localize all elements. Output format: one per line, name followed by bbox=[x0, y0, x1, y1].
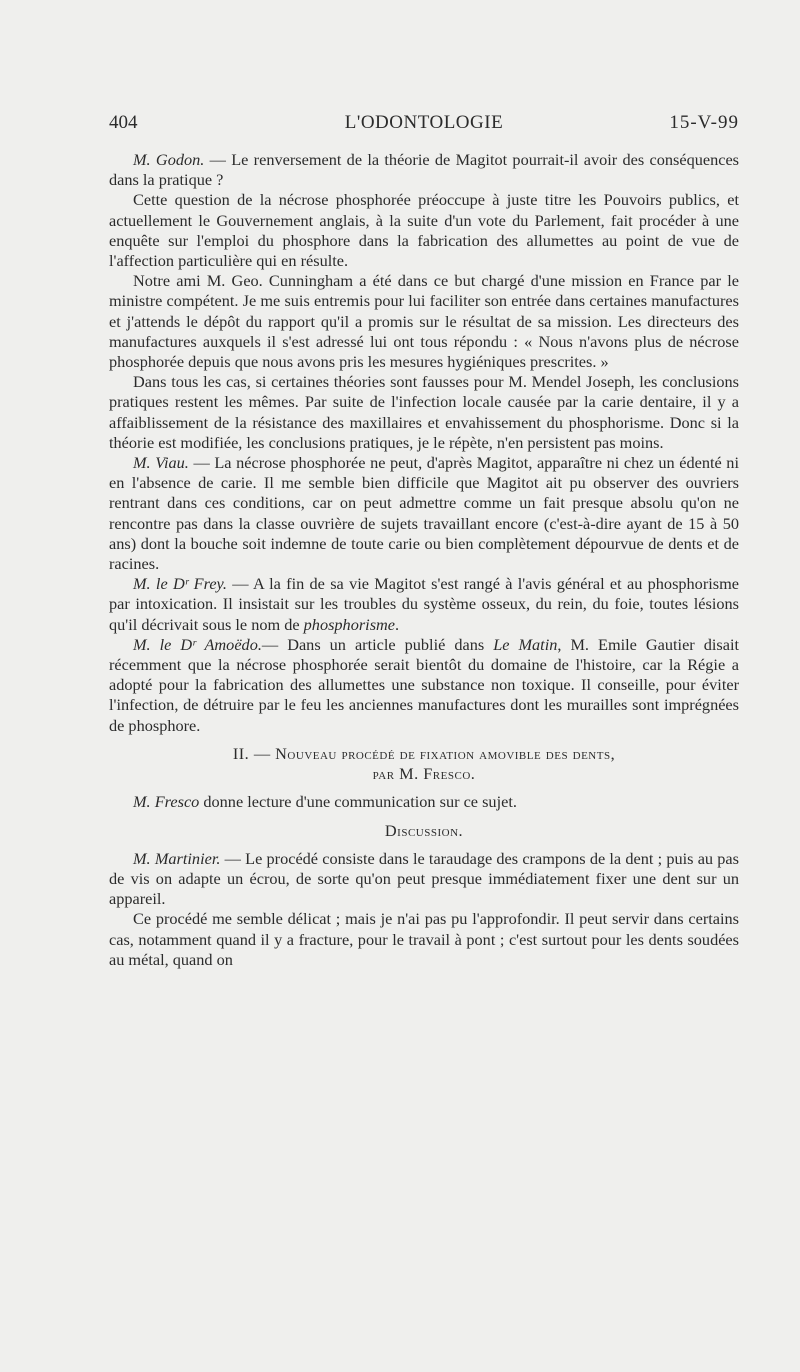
paragraph-tail: . bbox=[395, 614, 400, 634]
speaker-name: M. le Dʳ Amoëdo. bbox=[133, 634, 262, 654]
paragraph-text: — La nécrose phosphorée ne peut, d'après Magitot, apparaître ni chez un édenté ni en l'absence de carie. Il me semble bien difficile que Magitot ait pu observer des ouvriers rentrant dans ces conditions, car on peut admettre comme un fait presque absolu qu'on ne rencontre pas dans la classe ouvrière de sujets travaillant encore (c'est-à-dire ayant de 15 à 50 ans) dont la bouche soit indemne de toute carie ou bien complètement dépourvue de dents et de racines. bbox=[109, 453, 739, 574]
paragraph-text: Ce procédé me semble délicat ; mais je n'ai pas pu l'approfondir. Il peut servir dans certains cas, notamment quand il y a fracture, pour le travail à pont ; c'est surtout pour les dents soudées au métal, quand on bbox=[109, 909, 739, 969]
paragraph-text: Notre ami M. Geo. Cunningham a été dans ce but chargé d'une mission en France par le ministre compétent. Je me suis entremis pour lui faciliter son entrée dans certaines manufactures et j'attends le dépôt du rapport qu'il a promis sur le résultat de sa mission. Les directeurs des manufactures auxquels il s'est adressé lui ont tous répondu : « Nous n'avons plus de nécrose phosphorée depuis que nous avons pris les mesures hygiéniques prescrites. » bbox=[109, 271, 739, 372]
speaker-name: M. Martinier. bbox=[133, 848, 221, 868]
paragraph-text: Cette question de la nécrose phosphorée préoccupe à juste titre les Pouvoirs publics, et actuellement le Gouvernement anglais, à la suite d'un vote du Parlement, fait procéder à une enquête sur l'emploi du phosphore dans la fabrication des allumettes au point de vue de l'affection particulière qui en résulte. bbox=[109, 190, 739, 271]
emphasis-text: Le Matin bbox=[493, 634, 558, 654]
section-heading-line-1 bbox=[109, 744, 739, 764]
speaker-name: M. Viau. bbox=[133, 453, 189, 473]
section-heading-line-2 bbox=[109, 764, 739, 784]
emphasis-text: phosphorisme bbox=[303, 614, 396, 634]
page-body bbox=[109, 150, 739, 970]
paragraph-text: Dans tous les cas, si certaines théories sont fausses pour M. Mendel Joseph, les conclusions pratiques restent les mêmes. Par suite de l'infection locale causée par la carie dentaire, il y a affaiblissement de la résistance des maxillaires et envahissement du phosphorisme. Donc si la théorie est modifiée, les conclusions pratiques, je le répète, n'en persistent pas moins. bbox=[109, 372, 739, 452]
section-heading-author: par M. Fresco. bbox=[372, 764, 476, 784]
discussion-heading bbox=[109, 821, 739, 841]
paragraph-text: — A la fin de sa vie Magitot s'est rangé à l'avis général et au phosphorisme par intoxication. Il insistait sur les troubles du système osseux, du rein, du foie, toutes lésions qu'il décrivait sous le nom de bbox=[109, 574, 739, 634]
paragraph bbox=[109, 372, 739, 453]
speaker-name: M. le Dʳ Frey. bbox=[133, 574, 227, 594]
speaker-name: M. Godon. bbox=[133, 150, 205, 169]
section-heading-text: II. — Nouveau procédé de fixation amovible des dents, bbox=[232, 743, 616, 763]
paragraph bbox=[109, 792, 739, 812]
paragraph-text: — Le procédé consiste dans le taraudage des crampons de la dent ; puis au pas de vis on adapte un écrou, de sorte qu'on peut presque immédiatement fixer une dent sur un appareil. bbox=[109, 848, 739, 909]
paragraph-tail: , M. Emile Gautier disait récemment que la nécrose phosphorée serait bientôt du domaine de l'histoire, car la Régie a adopté pour la fabrication des allumettes une substance non toxique. Il conseille, pour éviter l'infection, de détruire par le feu les anciennes manufactures dont les murailles sont imprégnées de phosphore. bbox=[109, 634, 739, 735]
page-header bbox=[109, 112, 739, 138]
paragraph bbox=[109, 271, 739, 372]
paragraph-text: — Le renversement de la théorie de Magitot pourrait-il avoir des conséquences dans la pratique ? bbox=[109, 150, 740, 190]
running-title: L'ODONTOLOGIE bbox=[344, 112, 504, 133]
speaker-name: M. Fresco bbox=[133, 792, 200, 812]
paragraph-text: — Dans un article publié dans bbox=[261, 634, 494, 654]
paragraph bbox=[109, 909, 739, 970]
paragraph bbox=[109, 574, 739, 635]
paragraph bbox=[109, 190, 739, 271]
paragraph-text: donne lecture d'une communication sur ce sujet. bbox=[199, 792, 517, 812]
paragraph bbox=[109, 849, 739, 910]
paragraph bbox=[109, 150, 739, 190]
discussion-heading-text: Discussion. bbox=[384, 820, 464, 840]
page-number: 404 bbox=[109, 112, 138, 133]
paragraph bbox=[109, 453, 739, 574]
paragraph bbox=[109, 635, 739, 736]
issue-date: 15-V-99 bbox=[669, 112, 739, 133]
